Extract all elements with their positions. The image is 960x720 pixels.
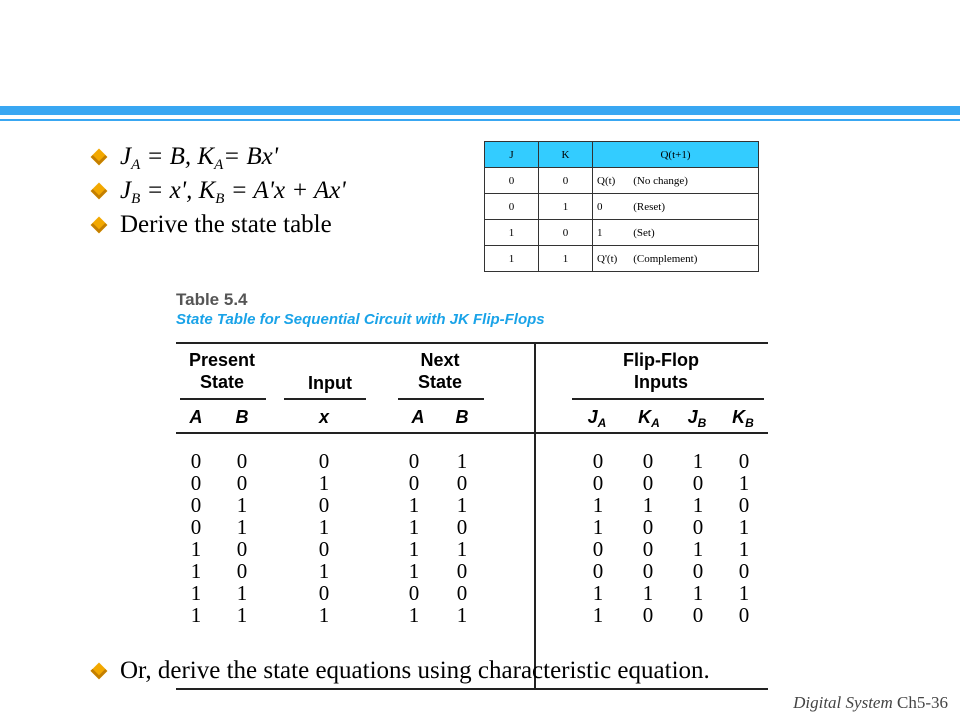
col-header-b: B [235,407,249,427]
table-cell: 1 [190,581,202,605]
table-cell: 0 [318,537,330,561]
table-cell: 0 [642,471,654,495]
col-a [184,450,208,626]
jk-table-row: 1 0 1 (Set) [485,220,759,246]
jk-table-row: 0 0 Q(t) (No change) [485,168,759,194]
table-cell: 0 [642,449,654,473]
table-cell: 1 [318,515,330,539]
header-next-state: Next State [417,350,462,392]
bottom-bullet-list [90,654,890,688]
table-cell: 1 [408,603,420,627]
table-cell: 1 [190,537,202,561]
table-cell: 1 [318,471,330,495]
table-cell: 0 [738,449,750,473]
top-accent-line [0,119,960,121]
table-cell: 1 [318,603,330,627]
col-b [230,450,254,626]
table-cell: 0 [642,515,654,539]
top-accent-bar [0,106,960,115]
table-cell: 1 [692,537,704,561]
col-next-a [402,450,426,626]
table-cell: 0 [236,471,248,495]
table-cell: 1 [408,493,420,517]
col-jb [686,450,710,626]
jk-characteristic-table [484,141,759,272]
state-table-title: Table 5.4 [176,290,248,309]
table-cell: 0 [738,559,750,583]
col-header-ka: $K_A$ [638,407,660,430]
table-cell: 1 [592,493,604,517]
col-header-jb: $J_B$ [687,407,707,430]
col-kb [732,450,756,626]
col-ja [586,450,610,626]
table-cell: 1 [738,471,750,495]
table-divider [534,342,536,690]
table-rule-top [176,342,768,344]
table-cell: 1 [408,559,420,583]
table-cell: 1 [236,581,248,605]
table-cell: 0 [692,515,704,539]
jk-table-row: 1 1 Q'(t) (Complement) [485,246,759,272]
table-cell: 0 [692,559,704,583]
table-cell: 1 [456,537,468,561]
bullet-list [90,140,470,242]
jk-table-header: J K Q(t+1) [485,142,759,168]
diamond-bullet-icon [91,663,108,680]
table-cell: 1 [592,581,604,605]
table-cell: 1 [190,603,202,627]
table-cell: 1 [692,449,704,473]
table-cell: 0 [692,603,704,627]
state-table-grid [176,342,768,692]
table-cell: 1 [642,581,654,605]
table-cell: 0 [408,581,420,605]
table-cell: 0 [592,537,604,561]
table-cell: 0 [236,559,248,583]
table-cell: 0 [642,537,654,561]
col-header-x: x [318,407,329,427]
table-cell: 0 [190,493,202,517]
col-header-kb: $K_B$ [732,407,754,430]
table-cell: 1 [236,515,248,539]
diamond-bullet-icon [91,183,108,200]
table-cell: 1 [738,581,750,605]
header-flip-flop-inputs: Flip-Flop Inputs [623,350,699,392]
table-cell: 0 [738,493,750,517]
table-cell: 1 [692,493,704,517]
group-rule-next [398,398,484,400]
table-cell: 0 [738,603,750,627]
table-cell: 1 [592,603,604,627]
col-header-ja: $J_A$ [587,407,607,430]
table-cell: 0 [592,449,604,473]
state-table-figure [176,290,768,627]
bullet-ja-ka: $J_A = B$, $K_A= Bx'$ [90,140,470,174]
table-cell: 1 [692,581,704,605]
table-cell: 0 [190,471,202,495]
state-table-subtitle: State Table for Sequential Circuit with JK Flip-Flops [176,311,545,328]
col-header-next-a: A [411,407,425,427]
table-cell: 1 [456,603,468,627]
table-cell: 1 [408,537,420,561]
table-cell: 0 [642,559,654,583]
table-cell: 0 [456,581,468,605]
col-header-a: A [189,407,203,427]
col-next-b [450,450,474,626]
slide-footer: Digital System Ch5-36 [793,693,948,712]
bullet-state-equations: Or, derive the state equations using characteristic equation. [90,654,890,688]
col-ka [636,450,660,626]
bullet-jb-kb: $J_B = x'$, $K_B = A'x + Ax'$ [90,174,470,208]
table-cell: 0 [642,603,654,627]
header-input: Input [308,373,352,393]
table-cell: 1 [318,559,330,583]
table-cell: 1 [738,537,750,561]
table-cell: 1 [408,515,420,539]
table-cell: 0 [456,471,468,495]
table-cell: 0 [592,559,604,583]
table-cell: 0 [236,537,248,561]
table-cell: 1 [592,515,604,539]
diamond-bullet-icon [91,149,108,166]
table-cell: 0 [318,449,330,473]
table-cell: 1 [456,449,468,473]
table-cell: 0 [692,471,704,495]
table-cell: 1 [642,493,654,517]
table-cell: 0 [236,449,248,473]
jk-table-row: 0 1 0 (Reset) [485,194,759,220]
group-rule-input [284,398,366,400]
table-cell: 1 [236,493,248,517]
table-cell: 1 [738,515,750,539]
table-cell: 0 [190,515,202,539]
table-cell: 0 [592,471,604,495]
col-x [312,450,336,626]
table-cell: 0 [190,449,202,473]
table-cell: 0 [318,581,330,605]
diamond-bullet-icon [91,217,108,234]
table-cell: 0 [318,493,330,517]
table-cell: 0 [408,471,420,495]
table-cell: 1 [236,603,248,627]
table-cell: 1 [456,493,468,517]
group-rule-present [180,398,266,400]
table-cell: 0 [456,515,468,539]
table-cell: 0 [408,449,420,473]
col-header-next-b: B [455,407,469,427]
bullet-derive-state-table: Derive the state table [90,208,470,242]
header-present-state: Present State [188,350,256,392]
table-cell: 1 [190,559,202,583]
table-rule-bottom [176,688,768,690]
group-rule-ff [572,398,764,400]
table-cell: 0 [456,559,468,583]
header-rule [176,432,768,434]
